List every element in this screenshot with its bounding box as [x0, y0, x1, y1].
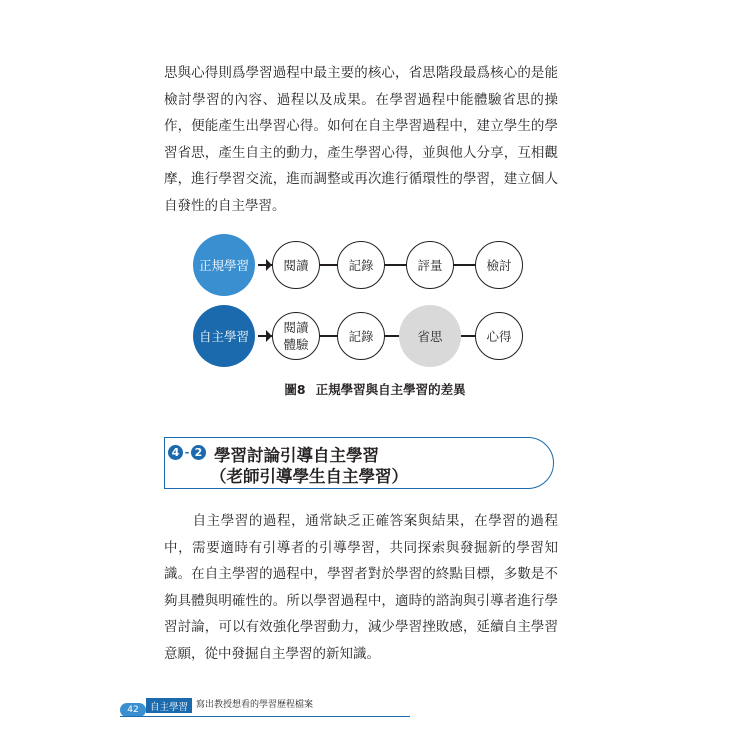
section-badge-chapter: 4 [168, 445, 183, 460]
self-step-1: 閱讀 體驗 [272, 312, 320, 360]
figure-caption [0, 380, 750, 398]
section-badge-section: 2 [191, 445, 206, 460]
footer-chapter-tag: 自主學習 [146, 698, 192, 713]
section-number-badge [166, 444, 208, 460]
section-badge-separator: - [184, 445, 190, 459]
figure-caption-text: 正規學習與自主學習的差異 [315, 382, 466, 397]
formal-step-2: 記錄 [337, 241, 385, 289]
formal-learning-circle: 正規學習 [193, 234, 255, 296]
formal-step-4: 檢討 [475, 241, 523, 289]
section-subtitle: （老師引導學生自主學習） [210, 467, 408, 486]
formal-step-1: 閱讀 [272, 241, 320, 289]
page-number: 42 [120, 703, 146, 717]
body-paragraph-1: 思與心得則爲學習過程中最主要的核心，省思階段最爲核心的是能檢討學習的內容、過程以及成果。在學習過程中能體驗省思的操作，便能產生出學習心得。如何在自主學習過程中，建立學生的學習省思，產生自主的動力，產生學習心得，並與他人分享，互相觀摩，進行學習交流，進而調整或再次進行循環性的學習，建立個人自發性的自主學習。 [164, 65, 558, 214]
footer-rule [120, 716, 410, 717]
body-paragraph-2 [164, 508, 558, 667]
footer-book-title: 寫出教授想看的學習歷程檔案 [196, 700, 314, 710]
section-title: 學習討論引導自主學習 [214, 446, 379, 465]
self-step-4: 心得 [475, 312, 523, 360]
body-paragraph-2-text: 自主學習的過程，通常缺乏正確答案與結果，在學習的過程中，需要適時有引導者的引導學習，共同探索與發掘新的學習知識。在自主學習的過程中，學習者對於學習的終點目標，多數是不夠具體與明確性的。所以學習過程中，適時的諮詢與引導者進行學習討論，可以有效強化學習動力，減少學習挫敗感，延續自主學習意願，從中發掘自主學習的新知識。 [164, 513, 558, 662]
formal-step-3: 評量 [406, 241, 454, 289]
self-learning-circle: 自主學習 [193, 305, 255, 367]
self-step-2: 記錄 [337, 312, 385, 360]
self-step-3-highlighted: 省思 [399, 305, 461, 367]
figure-number: 圖8 [284, 382, 306, 397]
